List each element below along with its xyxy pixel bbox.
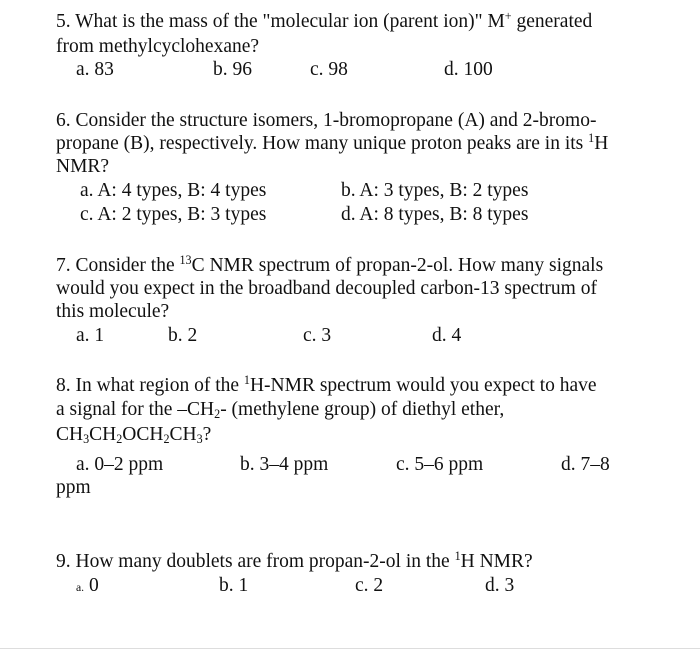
q9-line-1: 9. How many doublets are from propan-2-ol in the $^1$H NMR? <box>56 549 533 572</box>
q9-option-d: d. 3 <box>485 575 515 596</box>
q8-option-b: b. 3–4 ppm <box>240 454 329 475</box>
q7-option-c: c. 3 <box>303 325 332 346</box>
q9-option-c: c. 2 <box>355 575 384 596</box>
q6-option-a: a. A: 4 types, B: 4 types <box>80 180 267 201</box>
q5-option-d: d. 100 <box>444 59 493 80</box>
q7-option-b: b. 2 <box>168 325 198 346</box>
q6-line-2: propane (B), respectively. How many unique proton peaks are in its $^1$H <box>56 131 609 154</box>
q8-line-2: a signal for the $-CH_2-$ (methylene group) of diethyl ether, <box>56 399 505 422</box>
q9-option-a: a. 0 <box>76 575 99 596</box>
q8-option-d-wrap: ppm <box>56 477 91 498</box>
q6-option-d: d. A: 8 types, B: 8 types <box>341 204 529 225</box>
q6-line-1: 6. Consider the structure isomers, 1-bromopropane (A) and 2-bromo- <box>56 110 597 131</box>
q7-line-1: 7. Consider the $^{13}$C NMR spectrum of propan-2-ol. How many signals <box>56 253 604 276</box>
q6-option-c: c. A: 2 types, B: 3 types <box>80 204 267 225</box>
q8-option-c: c. 5–6 ppm <box>396 454 484 475</box>
q6-line-3: NMR? <box>56 156 110 177</box>
q8-formula: $CH_3CH_2OCH_2CH_3$? <box>56 424 212 447</box>
q8-option-d: d. 7–8 <box>561 454 610 475</box>
q7-option-d: d. 4 <box>432 325 462 346</box>
q5-line-2: from methylcyclohexane? <box>56 36 260 57</box>
q8-option-a: a. 0–2 ppm <box>76 454 164 475</box>
q7-option-a: a. 1 <box>76 325 105 346</box>
q7-line-3: this molecule? <box>56 301 170 322</box>
q5-option-a: a. 83 <box>76 59 114 80</box>
bottom-divider <box>0 648 700 649</box>
q8-line-1: 8. In what region of the $^1$H-NMR spectrum would you expect to have <box>56 373 597 396</box>
q9-option-b: b. 1 <box>219 575 249 596</box>
q5-option-b: b. 96 <box>213 59 252 80</box>
q6-option-b: b. A: 3 types, B: 2 types <box>341 180 529 201</box>
q5-option-c: c. 98 <box>310 59 348 80</box>
q7-line-2: would you expect in the broadband decoupled carbon-13 spectrum of <box>56 278 597 299</box>
q5-line-1: 5. What is the mass of the "molecular ion (parent ion)" M+ generated <box>56 9 593 32</box>
